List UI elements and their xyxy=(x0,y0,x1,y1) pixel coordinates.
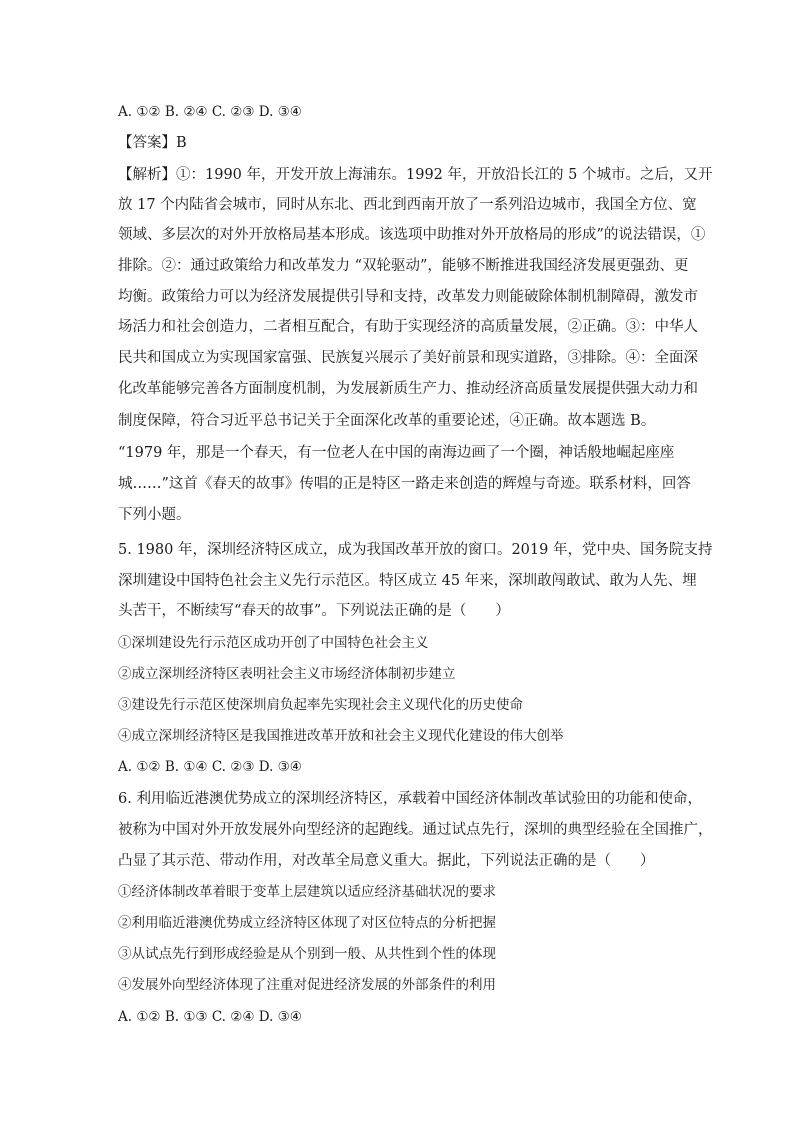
q4-analysis-line: 场活力和社会创造力，二者相互配合，有助于实现经济的高质量发展，②正确。③：中华人 xyxy=(118,319,698,335)
q4-analysis-line: 排除。②：通过政策给力和改革发力 “双轮驱动”，能够不断推进我国经济发展更强劲、更 xyxy=(118,258,689,274)
q5-stem-line: 5. 1980 年，深圳经济特区成立，成为我国改革开放的窗口。2019 年，党中央、国务院支持 xyxy=(118,542,713,558)
q5-stem-line: 头苦干，不断续写“春天的故事”。下列说法正确的是（ ） xyxy=(118,603,510,619)
q4-analysis-line: 领域、多层次的对外开放格局基本形成。该选项中助推对外开放格局的形成”的说法错误，① xyxy=(118,227,706,243)
q5-option: ②成立深圳经济特区表明社会主义市场经济体制初步建立 xyxy=(118,666,456,682)
q5-stem-line: 深圳建设中国特色社会主义先行示范区。特区成立 45 年来，深圳敢闯敢试、敢为人先、埋 xyxy=(118,573,697,589)
q5-choices: A. ①② B. ①④ C. ②③ D. ③④ xyxy=(118,759,302,775)
q5-option: ③建设先行示范区使深圳肩负起率先实现社会主义现代化的历史使命 xyxy=(118,697,523,713)
q6-option: ①经济体制改革着眼于变革上层建筑以适应经济基础状况的要求 xyxy=(118,884,496,900)
q6-stem-line: 6. 利用临近港澳优势成立的深圳经济特区，承载着中国经济体制改革试验田的功能和使命， xyxy=(118,791,702,807)
q4-analysis-line: 【解析】①：1990 年，开发开放上海浦东。1992 年，开放沿长江的 5 个城市。之后，又开 xyxy=(118,167,713,183)
q4-analysis-line: 制度保障，符合习近平总书记关于全面深化改革的重要论述，④正确。故本题选 B。 xyxy=(118,413,656,429)
material-line: 城……”这首《春天的故事》传唱的正是特区一路走来创造的辉煌与奇迹。联系材料，回答 xyxy=(118,476,691,492)
material-line: 下列小题。 xyxy=(118,507,191,523)
q6-stem-line: 凸显了其示范、带动作用，对改革全局意义重大。据此，下列说法正确的是（ ） xyxy=(118,853,655,869)
q4-analysis-line: 化改革能够完善各方面制度机制，为发展新质生产力、推动经济高质量发展提供强大动力和 xyxy=(118,381,698,397)
q6-option: ②利用临近港澳优势成立经济特区体现了对区位特点的分析把握 xyxy=(118,915,496,931)
q6-stem-line: 被称为中国对外开放发展外向型经济的起跑线。通过试点先行，深圳的典型经验在全国推广， xyxy=(118,822,713,838)
q4-analysis-line: 放 17 个内陆省会城市，同时从东北、西北到西南开放了一系列沿边城市，我国全方位、宽 xyxy=(118,197,697,213)
q6-option: ③从试点先行到形成经验是从个别到一般、从共性到个性的体现 xyxy=(118,946,496,962)
q6-choices: A. ①② B. ①③ C. ②④ D. ③④ xyxy=(118,1009,302,1025)
q5-option: ④成立深圳经济特区是我国推进改革开放和社会主义现代化建设的伟大创举 xyxy=(118,728,564,744)
q4-choices: A. ①② B. ②④ C. ②③ D. ③④ xyxy=(118,104,302,120)
material-line: “1979 年，那是一个春天，有一位老人在中国的南海边画了一个圈，神话般地崛起座座 xyxy=(118,445,675,461)
q4-answer: 【答案】B xyxy=(118,135,187,151)
q6-option: ④发展外向型经济体现了注重对促进经济发展的外部条件的利用 xyxy=(118,977,496,993)
q4-analysis-line: 均衡。政策给力可以为经济发展提供引导和支持，改革发力则能破除体制机制障碍，激发市 xyxy=(118,289,698,305)
q5-option: ①深圳建设先行示范区成功开创了中国特色社会主义 xyxy=(118,635,429,651)
q4-analysis-line: 民共和国成立为实现国家富强、民族复兴展示了美好前景和现实道路，③排除。④：全面深 xyxy=(118,350,698,366)
